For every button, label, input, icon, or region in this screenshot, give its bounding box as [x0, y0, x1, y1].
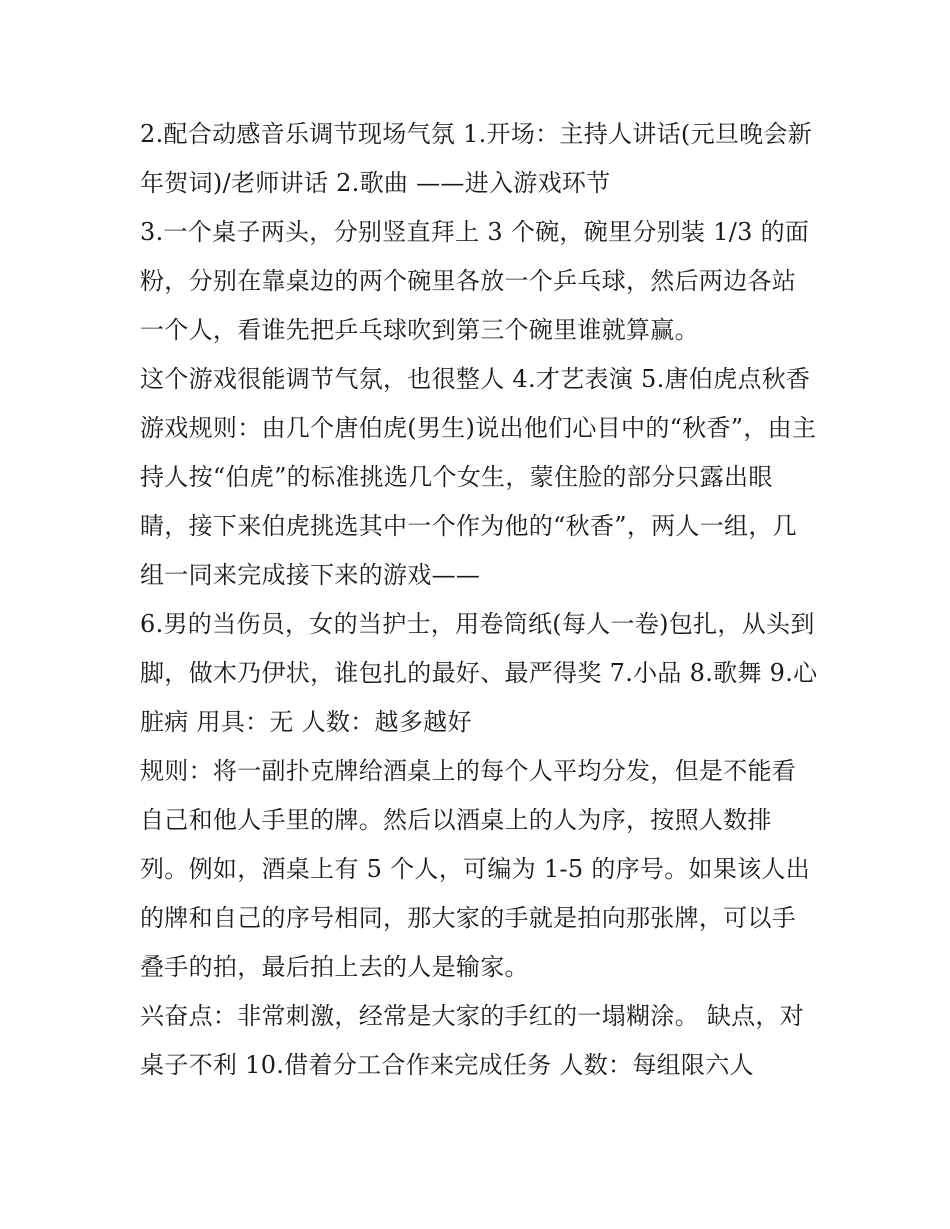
- paragraph-6: 兴奋点：非常刺激，经常是大家的手红的一塌糊涂。 缺点，对桌子不利 10.借着分工合作来完成任务 人数：每组限六人: [140, 1002, 805, 1079]
- paragraph-4: 6.男的当伤员，女的当护士，用卷筒纸(每人一卷)包扎，从头到脚，做木乃伊状，谁包扎的最好、最严得奖 7.小品 8.歌舞 9.心脏病 用具：无 人数：越多越好: [140, 610, 818, 736]
- document-body: [140, 110, 820, 1090]
- paragraph-1: 2.配合动感音乐调节现场气氛 1.开场：主持人讲话(元旦晚会新年贺词)/老师讲话 2.歌曲 ——进入游戏环节: [140, 120, 813, 197]
- paragraph-2: 3.一个桌子两头，分别竖直拜上 3 个碗，碗里分别装 1/3 的面粉，分别在靠桌边的两个碗里各放一个乒乓球，然后两边各站一个人，看谁先把乒乓球吹到第三个碗里谁就算赢。: [140, 218, 810, 344]
- paragraph-3: 这个游戏很能调节气氛，也很整人 4.才艺表演 5.唐伯虎点秋香 游戏规则：由几个唐伯虎(男生)说出他们心目中的“秋香”，由主持人按“伯虎”的标准挑选几个女生，蒙住脸的部分只露出眼睛，接下来伯虎挑选其中一个作为他的“秋香”，两人一组，几组一同来完成接下来的游戏——: [140, 365, 817, 589]
- paragraph-5: 规则：将一副扑克牌给酒桌上的每个人平均分发，但是不能看自己和他人手里的牌。然后以酒桌上的人为序，按照人数排列。例如，酒桌上有 5 个人，可编为 1-5 的序号。如果该人出的牌和自己的序号相同，那大家的手就是拍向那张牌，可以手叠手的拍，最后拍上去的人是输家。: [140, 757, 811, 981]
